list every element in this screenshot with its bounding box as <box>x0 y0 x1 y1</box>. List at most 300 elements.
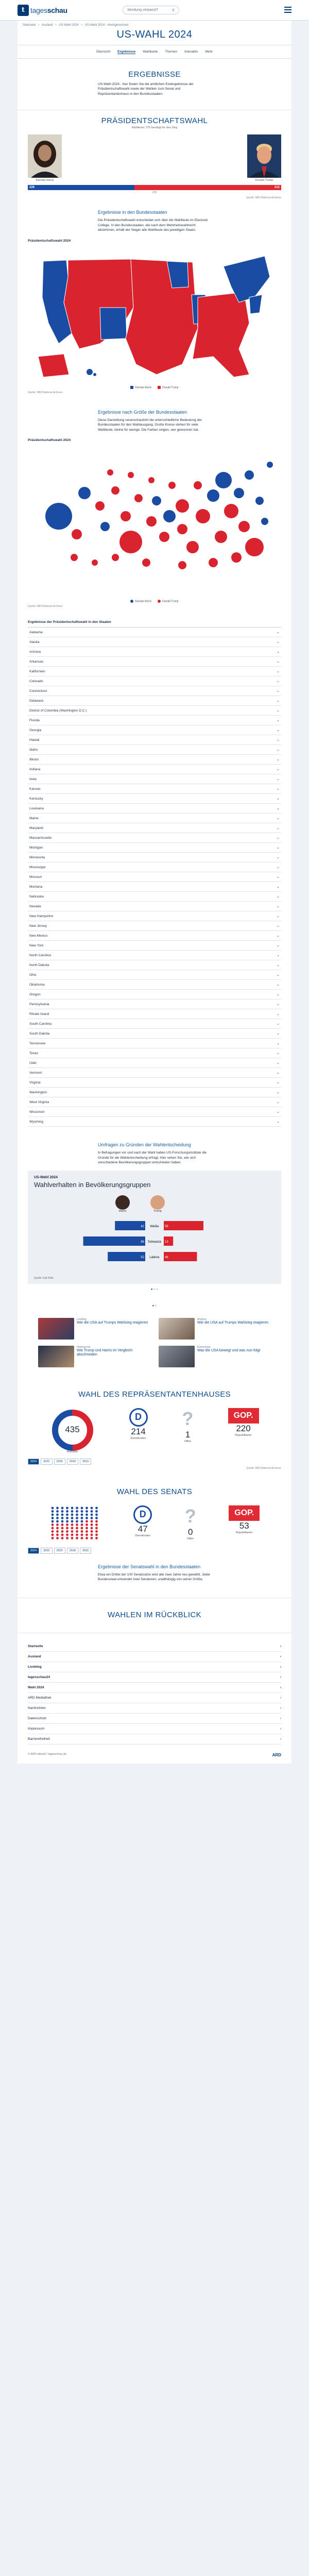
senate-seat <box>85 1520 88 1522</box>
carousel-dots[interactable]: ● ○ <box>152 1304 157 1308</box>
state-bubble <box>215 472 232 488</box>
state-row[interactable] <box>28 990 281 999</box>
year-tab[interactable]: 2016 <box>80 1459 91 1465</box>
teaser-card[interactable]: Analyse Wie die USA auf Trumps Wahlsieg reagieren <box>159 1318 271 1340</box>
poll-bar-harris <box>108 1252 145 1261</box>
chevron-down-icon: ⌄ <box>277 699 280 703</box>
us-states-map[interactable] <box>28 246 281 385</box>
state-name: Michigan <box>29 845 43 850</box>
state-row[interactable] <box>28 1097 281 1107</box>
state-bubble <box>128 472 134 478</box>
state-name: Maryland <box>29 826 43 830</box>
state-row[interactable] <box>28 1068 281 1078</box>
poll-category-label: Weiße <box>150 1225 159 1228</box>
senate-seat <box>56 1527 59 1529</box>
copyright: © ARD-aktuell / tagesschau.de <box>28 1752 66 1756</box>
year-tab[interactable]: 2020 <box>54 1459 65 1465</box>
senate-seat <box>80 1533 83 1536</box>
state-bubble <box>168 482 176 489</box>
trump-label: Donald Trump <box>255 179 273 182</box>
tab-results[interactable]: Ergebnisse <box>117 50 136 54</box>
chevron-down-icon: ⌄ <box>277 650 280 654</box>
state-row[interactable] <box>28 843 281 853</box>
senate-seat <box>95 1527 98 1529</box>
state-row[interactable] <box>28 696 281 706</box>
results-intro: US-Wahl 2024 - hier finden Sie die amtlichen Endergebnisse der Präsidentschaftswahl sowie der Wahlen zum Senat und Repräsentantenhaus in den Bundesstaaten. <box>98 82 194 96</box>
state-row[interactable] <box>28 755 281 765</box>
senate-seat <box>56 1517 59 1519</box>
footer-link[interactable]: Wahl 2024 › <box>28 1683 281 1693</box>
footer-link[interactable]: Impressum › <box>28 1724 281 1734</box>
state-bubble <box>163 510 176 522</box>
house-rep: GOP. 220 Republikaner <box>228 1408 259 1437</box>
year-tab[interactable]: 2020 <box>54 1548 65 1554</box>
state-name: Delaware <box>29 699 44 703</box>
state-row[interactable] <box>28 999 281 1009</box>
state-bubble <box>238 521 250 532</box>
year-tab[interactable]: 2018 <box>67 1459 78 1465</box>
state-row[interactable] <box>28 1048 281 1058</box>
poll-bar-trump <box>164 1252 197 1261</box>
state-row[interactable] <box>28 882 281 892</box>
state-bubble <box>45 503 72 530</box>
state-name: South Carolina <box>29 1022 52 1026</box>
senate-seat <box>61 1510 63 1513</box>
chevron-down-icon: ⌄ <box>277 670 280 674</box>
senate-seat <box>76 1517 78 1519</box>
tab-interactive[interactable]: Interaktiv <box>184 50 198 54</box>
state-row[interactable] <box>28 814 281 823</box>
chevron-down-icon: ⌄ <box>277 1032 280 1036</box>
state-bubble <box>215 531 227 543</box>
house-year-tabs <box>18 1459 291 1465</box>
state-row[interactable] <box>28 1117 281 1127</box>
chevron-down-icon: ⌄ <box>277 768 280 772</box>
senate-seat <box>61 1533 63 1536</box>
state-bubble <box>209 558 218 567</box>
state-name: Connecticut <box>29 689 47 693</box>
state-name: Washington <box>29 1090 47 1094</box>
bubble-map-subtitle: Ergebnisse nach Größe der Bundesstaaten <box>98 409 187 415</box>
breadcrumb-item[interactable]: US-Wahl 2024 <box>59 24 79 27</box>
senate-seat <box>66 1510 68 1513</box>
senate-seat <box>90 1527 93 1529</box>
chevron-down-icon: ⌄ <box>277 1120 280 1124</box>
state-row[interactable] <box>28 1019 281 1029</box>
poll-value-harris: 42 <box>141 1225 144 1228</box>
state-name: New Jersey <box>29 924 47 928</box>
state-name: Iowa <box>29 777 37 781</box>
state-row[interactable] <box>28 735 281 745</box>
year-tab[interactable]: 2016 <box>80 1548 91 1554</box>
chevron-down-icon: ⌄ <box>277 983 280 987</box>
state-row[interactable] <box>28 706 281 716</box>
state-row[interactable] <box>28 637 281 647</box>
state-name: Arkansas <box>29 659 44 664</box>
chevron-right-icon: › <box>280 1644 281 1648</box>
chevron-down-icon: ⌄ <box>277 895 280 899</box>
teaser-image <box>159 1318 195 1340</box>
chevron-down-icon: ⌄ <box>277 758 280 762</box>
polls-carousel[interactable] <box>28 1171 281 1291</box>
chevron-down-icon: ⌄ <box>277 787 280 791</box>
chevron-right-icon: › <box>280 1675 281 1679</box>
state-row[interactable] <box>28 1088 281 1097</box>
state-bubble <box>71 554 78 561</box>
chevron-right-icon: › <box>280 1706 281 1710</box>
search-input[interactable]: Sendung verpasst? ⚲ <box>123 6 179 14</box>
state-name: Colorado <box>29 679 43 683</box>
chevron-down-icon: ⌄ <box>277 1091 280 1095</box>
senate-seat <box>61 1527 63 1529</box>
state-name: North Carolina <box>29 953 51 957</box>
state-bubble <box>92 560 98 566</box>
state-name: District of Columbia (Washington D.C.) <box>29 708 87 713</box>
chevron-down-icon: ⌄ <box>277 728 280 733</box>
poll-value-harris: 52 <box>141 1256 144 1259</box>
senate-seat <box>80 1527 83 1529</box>
state-row[interactable] <box>28 647 281 657</box>
senate-grid <box>49 1505 101 1543</box>
state-row[interactable] <box>28 794 281 804</box>
state-row[interactable] <box>28 951 281 960</box>
gop-logo: GOP. <box>228 1408 259 1423</box>
breadcrumb-item[interactable]: Ausland <box>41 24 53 27</box>
senate-seat <box>76 1523 78 1526</box>
state-name: South Dakota <box>29 1031 50 1036</box>
chevron-right-icon: › <box>280 1716 281 1720</box>
senate-year-tabs <box>18 1548 291 1554</box>
footer-link[interactable]: ARD Mediathek › <box>28 1693 281 1703</box>
senate-seat <box>85 1527 88 1529</box>
review-title: WAHLEN IM RÜCKBLICK <box>107 1610 202 1619</box>
senate-seat <box>71 1530 73 1533</box>
senate-seat <box>51 1513 54 1516</box>
state-row[interactable] <box>28 667 281 676</box>
chevron-down-icon: ⌄ <box>277 1100 280 1105</box>
state-name: New York <box>29 943 44 947</box>
chevron-down-icon: ⌄ <box>277 1012 280 1016</box>
senate-seat <box>76 1537 78 1539</box>
breadcrumb-item: US-Wahl 2024 - Hochgerechnet <box>84 24 129 27</box>
state-row[interactable] <box>28 892 281 902</box>
chevron-down-icon: ⌄ <box>277 807 280 811</box>
state-row[interactable] <box>28 765 281 774</box>
year-tab[interactable]: 2022 <box>41 1459 52 1465</box>
chevron-down-icon: ⌄ <box>277 885 280 889</box>
senate-seat <box>95 1537 98 1539</box>
senate-seat <box>90 1517 93 1519</box>
senate-seat <box>56 1513 59 1516</box>
chevron-down-icon: ⌄ <box>277 866 280 870</box>
state-bubble <box>261 518 268 525</box>
year-tab[interactable]: 2024 <box>28 1459 39 1465</box>
state-row[interactable] <box>28 774 281 784</box>
state-name: Texas <box>29 1051 38 1055</box>
senate-seat <box>51 1510 54 1513</box>
state-row[interactable] <box>28 931 281 941</box>
senate-seat <box>56 1520 59 1522</box>
state-row[interactable] <box>28 1039 281 1048</box>
state-row[interactable] <box>28 921 281 931</box>
results-title: ERGEBNISSE <box>128 70 181 79</box>
state-name: Illinois <box>29 757 39 761</box>
breadcrumb: Startseite > Ausland > US-Wahl 2024 > US-Wahl 2024 - Hochgerechnet <box>23 24 129 27</box>
senate-seat <box>90 1523 93 1526</box>
tagesschau-logo[interactable] <box>18 5 67 16</box>
senate-seat <box>90 1510 93 1513</box>
logo-mark: t <box>18 5 29 16</box>
carousel-dots[interactable]: ● ○ ○ <box>150 1287 159 1291</box>
state-row[interactable] <box>28 628 281 637</box>
senate-seat <box>66 1513 68 1516</box>
chevron-down-icon: ⌄ <box>277 924 280 928</box>
footer-link[interactable]: Nachrichten › <box>28 1703 281 1714</box>
bubble-map[interactable] <box>28 444 281 599</box>
chevron-down-icon: ⌄ <box>277 836 280 840</box>
footer-link[interactable]: tagesschau24 › <box>28 1672 281 1683</box>
senate-seat <box>56 1506 59 1509</box>
main-content <box>18 21 291 1633</box>
state-name: Nebraska <box>29 894 44 899</box>
state-name: Alabama <box>29 630 43 634</box>
logo-text: tagesschau <box>30 6 67 14</box>
state-name: Idaho <box>29 748 38 752</box>
senate-seat <box>51 1533 54 1536</box>
menu-icon[interactable] <box>284 7 291 13</box>
state-bubble <box>255 497 264 505</box>
chevron-right-icon: › <box>280 1665 281 1669</box>
state-row[interactable] <box>28 833 281 843</box>
chevron-down-icon: ⌄ <box>277 719 280 723</box>
states-map-caption: Präsidentschaftswahl 2024 <box>28 239 71 243</box>
state-row[interactable] <box>28 823 281 833</box>
state-row[interactable] <box>28 725 281 735</box>
state-bubble <box>119 531 142 553</box>
legend-trump: Donald Trump <box>158 386 178 389</box>
democrats-logo: D <box>129 1408 148 1427</box>
house-total: 435 Mandate <box>50 1408 95 1453</box>
majority-mark: 270 <box>152 191 157 195</box>
senate-seat <box>80 1513 83 1516</box>
senate-title: WAHL DES SENATS <box>116 1487 193 1496</box>
state-name: Florida <box>29 718 40 722</box>
state-bubble <box>95 501 105 511</box>
state-row[interactable] <box>28 1009 281 1019</box>
state-row[interactable] <box>28 745 281 755</box>
state-name: Kentucky <box>29 796 43 801</box>
state-row[interactable] <box>28 1029 281 1039</box>
state-row[interactable] <box>28 676 281 686</box>
state-row[interactable] <box>28 657 281 667</box>
breadcrumb-item[interactable]: Startseite <box>23 24 36 27</box>
state-name: Wyoming <box>29 1120 44 1124</box>
state-row[interactable] <box>28 970 281 980</box>
footer-link[interactable]: Ausland › <box>28 1652 281 1662</box>
poll-category-label: Schwarze <box>147 1240 162 1244</box>
senate-seat <box>51 1517 54 1519</box>
senate-seat <box>80 1537 83 1539</box>
senate-seat <box>61 1506 63 1509</box>
senate-seat <box>95 1533 98 1536</box>
chevron-down-icon: ⌄ <box>277 631 280 635</box>
harris-avatar <box>115 1195 130 1210</box>
teaser-card[interactable]: Kommentar Was die USA bewegt und was nun folgt <box>159 1346 271 1367</box>
teaser-card[interactable]: Liveblog Wie die USA auf Trumps Wahlsieg reagieren <box>38 1318 150 1340</box>
state-name: Rhode Island <box>29 1012 49 1016</box>
chevron-down-icon: ⌄ <box>277 1052 280 1056</box>
footer-link[interactable]: Barrierefreiheit › <box>28 1734 281 1744</box>
chevron-down-icon: ⌄ <box>277 846 280 850</box>
senate-seat <box>85 1530 88 1533</box>
state-row[interactable] <box>28 862 281 872</box>
chevron-down-icon: ⌄ <box>277 914 280 919</box>
polls-subtitle: Umfragen zu Gründen der Wahlentscheidung <box>98 1142 191 1148</box>
state-bubble <box>107 469 113 476</box>
teaser-grid <box>18 1318 291 1367</box>
footer-link[interactable]: Datenschutz › <box>28 1714 281 1724</box>
senate-seat <box>66 1530 68 1533</box>
state-bubble <box>134 494 143 502</box>
senate-seat <box>80 1517 83 1519</box>
state-name: Oregon <box>29 992 41 996</box>
states-map-text: Die Präsidentschaftswahl entscheidet sich über die Wahlleute im Electoral College. In den Bundesstaaten, die nach dem Mehrheitswahlrecht abstimmen, erhält der Sieger alle Wahlleute des jeweiligen Staats. <box>98 218 208 232</box>
senate-seat <box>95 1506 98 1509</box>
senate-seat <box>80 1510 83 1513</box>
state-row[interactable] <box>28 911 281 921</box>
state-bubble <box>159 532 169 542</box>
teaser-card[interactable]: Hintergrund Wie Trump und Harris im Vergleich abschneiden <box>38 1346 150 1367</box>
chevron-down-icon: ⌄ <box>277 1110 280 1114</box>
senate-seat <box>66 1520 68 1522</box>
state-row[interactable] <box>28 902 281 911</box>
states-map-subtitle: Ergebnisse in den Bundesstaaten <box>98 210 167 215</box>
state-name: Missouri <box>29 875 42 879</box>
footer-link[interactable]: Startseite › <box>28 1641 281 1652</box>
state-row[interactable] <box>28 716 281 725</box>
house-open: ? 1 Offen <box>182 1408 194 1443</box>
state-row[interactable] <box>28 941 281 951</box>
chevron-down-icon: ⌄ <box>277 856 280 860</box>
state-row[interactable] <box>28 1058 281 1068</box>
question-icon: ? <box>182 1408 194 1429</box>
senate-seat <box>51 1537 54 1539</box>
tab-topics[interactable]: Themen <box>165 50 178 54</box>
state-name: Montana <box>29 885 43 889</box>
harris-label: Kamala Harris <box>36 179 54 182</box>
senate-seat <box>56 1533 59 1536</box>
state-name: Alaska <box>29 640 40 644</box>
polls-text: In Befragungen vor und nach der Wahl haben US-Forschungsinstitute die Gründe für die Wahlentscheidung erfragt. Hier sehen Sie, wie sich verschiedene Bevölkerungsgruppen entschieden haben. <box>98 1151 207 1165</box>
senate-seat <box>66 1506 68 1509</box>
chevron-down-icon: ⌄ <box>277 954 280 958</box>
source-note: Quelle: NBC/National Archives <box>28 391 63 394</box>
senate-seat <box>85 1537 88 1539</box>
house-title: WAHL DES REPRÄSENTANTENHAUSES <box>78 1389 231 1399</box>
chevron-down-icon: ⌄ <box>277 1061 280 1065</box>
chevron-down-icon: ⌄ <box>277 689 280 693</box>
state-name: Hawaii <box>29 738 40 742</box>
state-name: Utah <box>29 1061 37 1065</box>
year-tab[interactable]: 2024 <box>28 1548 39 1554</box>
state-bubble <box>148 477 154 483</box>
state-row[interactable] <box>28 1107 281 1117</box>
senate-seat <box>90 1537 93 1539</box>
senate-seat <box>51 1527 54 1529</box>
state-row[interactable] <box>28 980 281 990</box>
teaser-image <box>38 1318 74 1340</box>
tab-bar <box>18 45 291 59</box>
chevron-right-icon: › <box>280 1726 281 1731</box>
state-table-caption: Ergebnisse der Präsidentschaftswahl in den Staaten <box>28 620 111 624</box>
chevron-right-icon: › <box>280 1654 281 1658</box>
year-tab[interactable]: 2018 <box>67 1548 78 1554</box>
state-name: Mississippi <box>29 865 46 869</box>
footer-bottom <box>18 1750 291 1764</box>
search-icon: ⚲ <box>171 8 175 12</box>
state-name: Tennessee <box>29 1041 46 1045</box>
tab-more[interactable]: Mehr <box>205 50 213 54</box>
senate-seat <box>56 1530 59 1533</box>
state-name: Vermont <box>29 1071 42 1075</box>
ard-logo[interactable]: ARD <box>272 1752 281 1757</box>
state-row[interactable] <box>28 872 281 882</box>
poll-harris-label: Harris <box>118 1209 127 1213</box>
senate-seat <box>90 1506 93 1509</box>
candidate-duel <box>18 134 291 182</box>
state-bubble <box>178 561 186 569</box>
senate-seat <box>51 1530 54 1533</box>
chevron-down-icon: ⌄ <box>277 640 280 645</box>
chevron-down-icon: ⌄ <box>277 680 280 684</box>
state-bubble <box>112 554 119 561</box>
state-row[interactable] <box>28 686 281 696</box>
senate-rep: GOP. 53 Republikaner <box>229 1505 260 1534</box>
state-row[interactable] <box>28 960 281 970</box>
senate-text: Etwa ein Drittel der 100 Senatssitze wird alle zwei Jahre neu gewählt. Jeder Bundesstaat entsendet zwei Senatoren, unabhängig von seiner Größe. <box>98 1572 211 1582</box>
state-row[interactable] <box>28 784 281 794</box>
state-row[interactable] <box>28 804 281 814</box>
state-row[interactable] <box>28 1078 281 1088</box>
state-name: Pennsylvania <box>29 1002 49 1006</box>
senate-seat <box>66 1533 68 1536</box>
state-bubble <box>176 499 189 513</box>
state-name: Indiana <box>29 767 41 771</box>
chevron-down-icon: ⌄ <box>277 777 280 782</box>
senate-seat <box>56 1523 59 1526</box>
senate-seat <box>76 1513 78 1516</box>
tab-map[interactable]: Wahlkarte <box>143 50 158 54</box>
senate-seat <box>76 1533 78 1536</box>
state-bubble <box>186 541 199 553</box>
chevron-down-icon: ⌄ <box>277 1071 280 1075</box>
state-name: Ohio <box>29 973 37 977</box>
senate-seat <box>66 1527 68 1529</box>
senate-seat <box>66 1537 68 1539</box>
poll-value-trump: 55 <box>165 1225 168 1228</box>
year-tab[interactable]: 2022 <box>41 1548 52 1554</box>
footer-link[interactable]: Liveblog › <box>28 1662 281 1672</box>
state-name: North Dakota <box>29 963 49 967</box>
source-note: Quelle: NBC/National Archives <box>246 1466 281 1470</box>
tab-overview[interactable]: Übersicht <box>96 50 111 54</box>
footer-nav <box>18 1633 291 1750</box>
senate-dem: D 47 Demokraten <box>133 1505 152 1537</box>
senate-seat <box>61 1520 63 1522</box>
chevron-down-icon: ⌄ <box>277 875 280 879</box>
state-row[interactable] <box>28 853 281 862</box>
senate-seat <box>66 1523 68 1526</box>
